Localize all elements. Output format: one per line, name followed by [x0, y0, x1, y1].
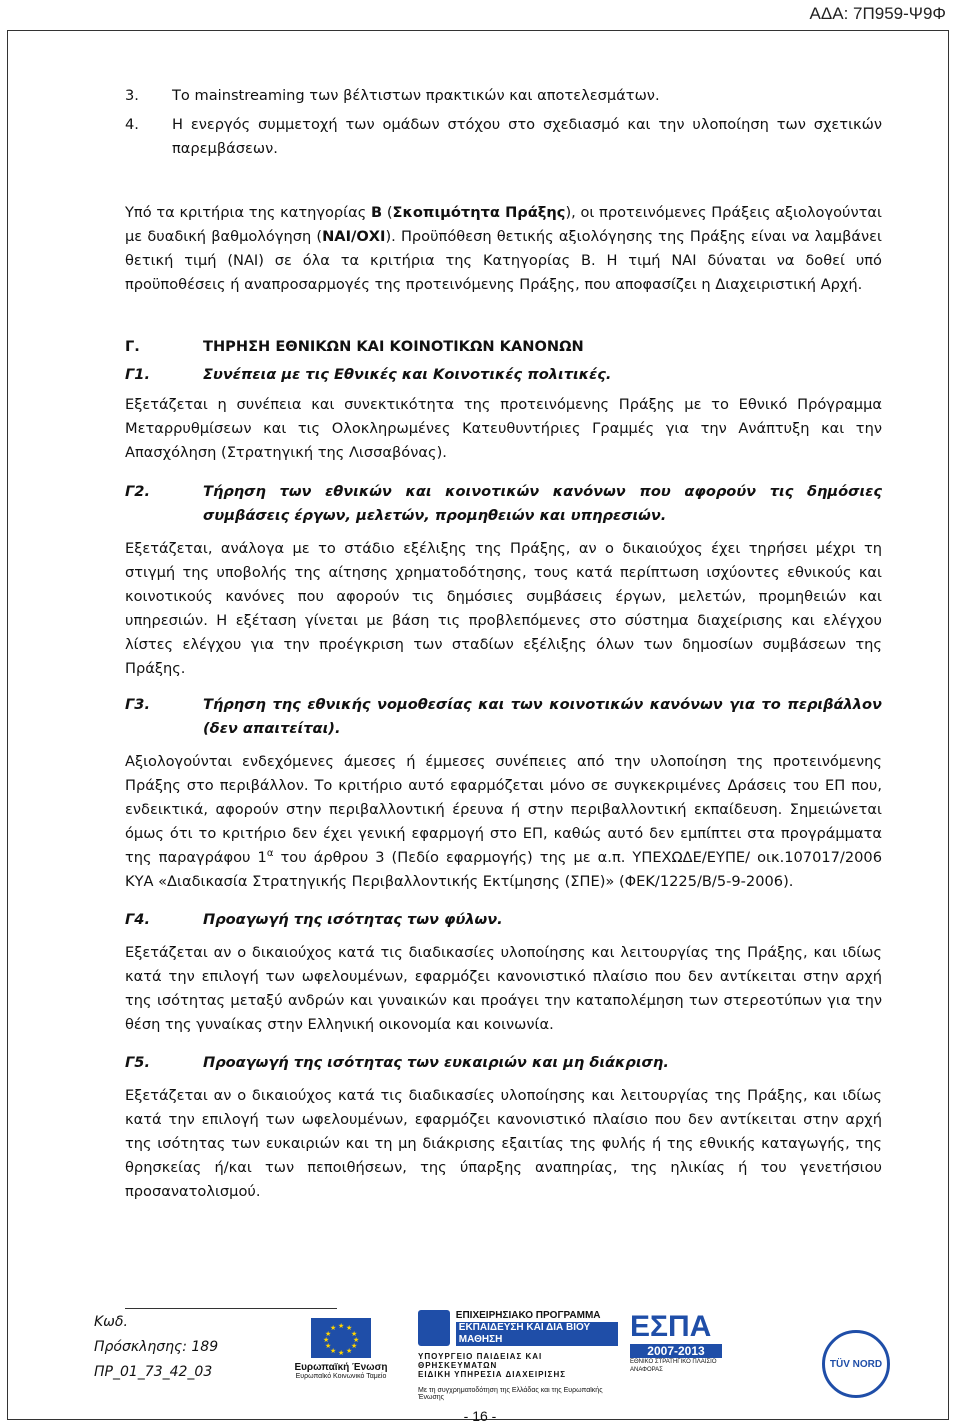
- subsection-heading-g1: [125, 363, 882, 387]
- subsection-title: Συνέπεια με τις Εθνικές και Κοινοτικές πολιτικές.: [203, 366, 612, 383]
- text-run: ). Προϋπόθεση θετικής αξιολόγησης της Πράξης είναι να λαμβάνει θετική τιμή (ΝΑΙ) σε όλα τα κριτήρια της Κατηγορίας Β. Η τιμή ΝΑΙ δύναται να δοθεί υπό προϋποθέσεις ή αναπροσαρμογές της προτεινόμενης Πράξης, που αποφασίζει η Διαχειριστική Αρχή.: [125, 228, 882, 293]
- espa-title: ΕΣΠΑ: [630, 1310, 712, 1343]
- programme-line-2: ΕΚΠΑΙΔΕΥΣΗ ΚΑΙ ΔΙΑ ΒΙΟΥ ΜΑΘΗΣΗ: [456, 1322, 618, 1346]
- programme-emblem-icon: [418, 1310, 450, 1346]
- programme-line-1: ΕΠΙΧΕΙΡΗΣΙΑΚΟ ΠΡΟΓΡΑΜΜΑ: [455, 1310, 601, 1321]
- section-title: ΤΗΡΗΣΗ ΕΘΝΙΚΩΝ ΚΑΙ ΚΟΙΝΟΤΙΚΩΝ ΚΑΝΟΝΩΝ: [203, 338, 584, 355]
- footer-code-label: Κωδ.: [94, 1314, 128, 1330]
- eu-logo: [282, 1318, 400, 1390]
- footer-file-code: ΠΡ_01_73_42_03: [94, 1364, 213, 1380]
- subsection-key: Γ2.: [125, 483, 150, 500]
- text-run: ), οι προτεινόμενες Πράξεις αξιολογούνται με δυαδική βαθμολόγηση (: [125, 204, 882, 245]
- list-text: Η ενεργός συμμετοχή των ομάδων στόχου στο σχεδιασμό και την υλοποίηση των σχετικών παρεμβάσεων.: [172, 116, 882, 157]
- espa-years: 2007-2013: [630, 1344, 722, 1358]
- text-run: του άρθρου 3 (Πεδίο εφαρμογής) της με α.π. ΥΠΕΧΩΔΕ/ΕΥΠΕ/ οικ.107017/2006 ΚΥΑ «Διαδικασία Στρατηγικής Περιβαλλοντικής Εκτίμησης (ΣΠΕ)» (ΦΕΚ/1225/Β/5-9-2006).: [125, 849, 882, 890]
- category-b-paragraph: [125, 201, 882, 297]
- subsection-body-g4: Εξετάζεται αν ο δικαιούχος κατά τις διαδικασίες υλοποίησης και λειτουργίας της Πράξης, και ιδίως κατά την επιλογή των ωφελουμένων, εφαρμόζει κανονιστικό πλαίσιο που δεν αντίκειται στην αρχή της ισότητας μεταξύ ανδρών και γυναικών και προάγει την καταπολέμηση των στερεοτύπων για την θέση της γυναίκας στην Ελληνική οικονομία και κοινωνία.: [125, 944, 882, 1033]
- page-number: - 16 -: [463, 1408, 497, 1424]
- text-run: Αξιολογούνται ενδεχόμενες άμεσες ή έμμεσες συνέπειες από την υλοποίηση της προτεινόμενης Πράξης στο περιβάλλον. Το κριτήριο αυτό εφαρμόζεται μόνο σε συγκεκριμένες Δράσεις του ΕΠ που, ενδεικτικά, αφορούν στην περιβαλλοντική έρευνα ή στην περιβαλλοντική εκπαίδευση. Σημειώνεται όμως ότι το κριτήριο δεν έχει γενική εφαρμογή στο ΕΠ, καθώς αυτό δεν εμπίπτει στα προγράμματα της παραγράφου 1: [125, 753, 882, 866]
- footer-call-number: Πρόσκλησης: 189: [94, 1339, 219, 1355]
- superscript: α: [266, 848, 274, 860]
- text-run: (: [382, 204, 393, 221]
- ministry-name: ΥΠΟΥΡΓΕΙΟ ΠΑΙΔΕΙΑΣ ΚΑΙ ΘΡΗΣΚΕΥΜΑΤΩΝ: [418, 1352, 543, 1370]
- section-key: Γ.: [125, 338, 140, 355]
- list-item: [125, 84, 882, 108]
- subsection-title: Προαγωγή της ισότητας των φύλων.: [203, 911, 503, 928]
- footer-reference: [94, 1310, 218, 1385]
- subsection-key: Γ5.: [125, 1054, 150, 1071]
- document-body: [125, 84, 882, 1204]
- list-item: [125, 113, 882, 161]
- espa-subtitle: ΕΘΝΙΚΟ ΣΤΡΑΤΗΓΙΚΟ ΠΛΑΙΣΙΟ ΑΝΑΦΟΡΑΣ: [630, 1359, 717, 1373]
- eu-flag-icon: ★ ★ ★ ★ ★ ★ ★ ★ ★ ★ ★ ★: [311, 1318, 371, 1358]
- subsection-heading-g5: [125, 1051, 882, 1075]
- subsection-title: Τήρηση των εθνικών και κοινοτικών κανόνων που αφορούν τις δημόσιες συμβάσεις έργων, μελετών, προμηθειών και υπηρεσιών.: [203, 483, 882, 524]
- tuv-label: TÜV NORD: [829, 1358, 883, 1370]
- managing-service-name: ΕΙΔΙΚΗ ΥΠΗΡΕΣΙΑ ΔΙΑΧΕΙΡΙΣΗΣ: [418, 1370, 567, 1379]
- subsection-heading-g3: [125, 693, 882, 741]
- cofunding-note: Με τη συγχρηματοδότηση της Ελλάδας και της Ευρωπαϊκής Ένωσης: [418, 1387, 603, 1401]
- subsection-title: Προαγωγή της ισότητας των ευκαιριών και μη διάκριση.: [203, 1054, 669, 1071]
- subsection-key: Γ1.: [125, 366, 150, 383]
- subsection-body-g2: Εξετάζεται, ανάλογα με το στάδιο εξέλιξης της Πράξης, αν ο δικαιούχος έχει τηρήσει μέχρι τη στιγμή της υποβολής της αίτησης χρηματοδότησης, τους κατά περίπτωση ισχύοντες εθνικούς και κοινοτικούς κανόνες που αφορούν τις δημόσιες συμβάσεις έργων, μελετών, προμηθειών και υπηρεσιών. Η εξέταση γίνεται με βάση τις προβλεπόμενες στο σύστημα διαχείρισης και ελέγχου λίστες ελέγχου για την προέγκριση των σταδίων εξέλιξης όλων των δημοσίων συμβάσεων της Πράξης.: [125, 540, 882, 677]
- bold-run: Β: [371, 204, 383, 221]
- ada-code: ΑΔΑ: 7Π959-Ψ9Φ: [809, 4, 946, 23]
- subsection-heading-g4: [125, 908, 882, 932]
- eu-name: Ευρωπαϊκή Ένωση: [294, 1362, 388, 1373]
- subsection-body-g5: Εξετάζεται αν ο δικαιούχος κατά τις διαδικασίες υλοποίησης και λειτουργίας της Πράξης, και ιδίως κατά την επιλογή των ωφελουμένων, εφαρμόζει κανονιστικό πλαίσιο που δεν αντίκειται στην αρχή της ισότητας των ευκαιριών και τη μη διάκρισης εξαιτίας της φυλής ή της εθνικής καταγωγής, της θρησκείας ή/και των πεποιθήσεων, της ύπαρξης αναπηρίας, της ηλικίας ή του γενετήσιου προσανατολισμού.: [125, 1087, 882, 1200]
- subsection-key: Γ4.: [125, 911, 150, 928]
- subsection-body-g3: [125, 750, 882, 894]
- subsection-heading-g2: [125, 480, 882, 528]
- list-number: 4.: [125, 116, 139, 133]
- tuv-certification-logo: [822, 1330, 890, 1398]
- espa-logo: [630, 1310, 722, 1380]
- subsection-key: Γ3.: [125, 696, 150, 713]
- text-run: Υπό τα κριτήρια της κατηγορίας: [125, 204, 372, 221]
- footer-divider: [125, 1308, 337, 1309]
- list-text: Το mainstreaming των βέλτιστων πρακτικών και αποτελεσμάτων.: [172, 87, 660, 104]
- section-heading: [125, 335, 882, 359]
- eu-fund-name: Ευρωπαϊκό Κοινωνικό Ταμείο: [295, 1373, 387, 1380]
- education-programme-logo: [418, 1310, 618, 1410]
- bold-run: ΝΑΙ/ΟΧΙ: [322, 228, 386, 245]
- bold-run: Σκοπιμότητα Πράξης: [392, 204, 566, 221]
- subsection-body-g1: Εξετάζεται η συνέπεια και συνεκτικότητα της προτεινόμενης Πράξης με το Εθνικό Πρόγραμμα Μεταρρυθμίσεων και τις Ολοκληρωμένες Κατευθυντήριες Γραμμές για την Ανάπτυξη και την Απασχόληση (Στρατηγική της Λισσαβόνας).: [125, 396, 882, 461]
- subsection-title: Τήρηση της εθνικής νομοθεσίας και των κοινοτικών κανόνων για το περιβάλλον (δεν απαιτείται).: [203, 696, 882, 737]
- list-number: 3.: [125, 87, 139, 104]
